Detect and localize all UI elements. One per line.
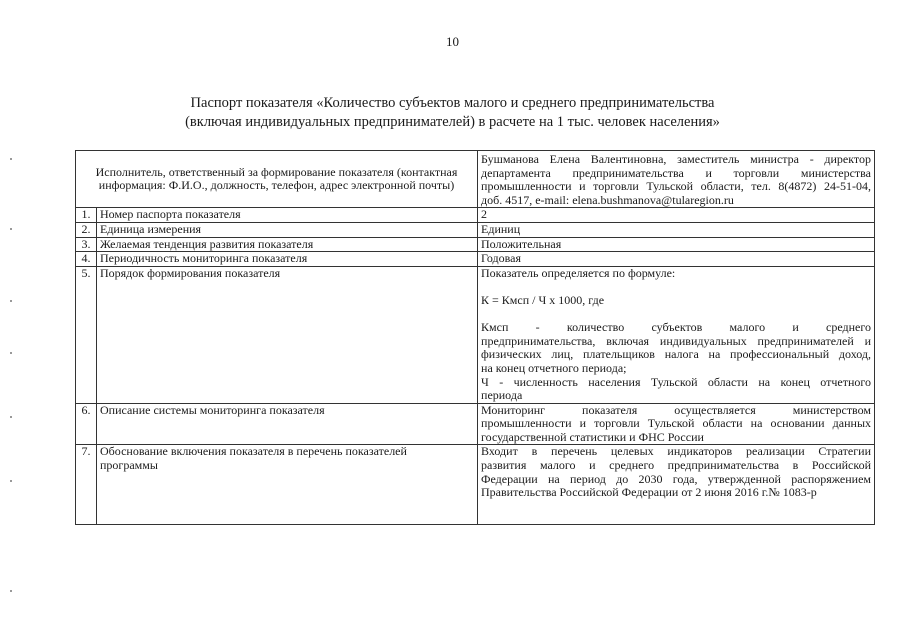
scan-mark xyxy=(10,416,12,418)
row-number: 1. xyxy=(76,208,97,223)
scan-mark xyxy=(10,352,12,354)
document-title xyxy=(0,94,905,132)
scan-mark xyxy=(10,228,12,230)
scan-mark xyxy=(10,300,12,302)
row-number: 6. xyxy=(76,403,97,445)
row-number: 3. xyxy=(76,237,97,252)
passport-table xyxy=(75,150,875,525)
scan-mark xyxy=(10,158,12,160)
row-number: 2. xyxy=(76,222,97,237)
row-value: 2 xyxy=(478,208,875,223)
scan-mark xyxy=(10,590,12,592)
table-row xyxy=(76,237,875,252)
row-label: Единица измерения xyxy=(97,222,478,237)
row-number: 4. xyxy=(76,252,97,267)
row-number: 7. xyxy=(76,445,97,524)
table-row-monitoring xyxy=(76,403,875,445)
table-row xyxy=(76,252,875,267)
table-row-justification xyxy=(76,445,875,524)
table-row-formula xyxy=(76,266,875,403)
row-label: Желаемая тенденция развития показателя xyxy=(97,237,478,252)
row-value: Входит в перечень целевых индикаторов реализации Стратегии развития малого и среднего предпринимательства в Российской Федерации на период до 2030 года, утвержденной распоряжением Правительства Российской Федерации от 2 июня 2016 г.№ 1083-р xyxy=(478,445,875,524)
formula-intro: Показатель определяется по формуле: xyxy=(481,265,676,280)
row-label: Обоснование включения показателя в перечень показателей программы xyxy=(97,445,478,524)
formula-description: Показатель определяется по формуле: К = Кмсп / Ч х 1000, где Кмсп - количество субъектов малого и среднего предпринимательства, включая индивидуальных предпринимателей и физических лиц, плательщиков налога на профессиональный доход, на конец отчетного периода; Ч - численность населения Тульской области на конец отчетного периода xyxy=(478,266,875,403)
row-value: Мониторинг показателя осуществляется министерством промышленности и торговли Тульской области на основании данных государственной статистики и ФНС России xyxy=(478,403,875,445)
row-value: Единиц xyxy=(478,222,875,237)
title-line-1: Паспорт показателя «Количество субъектов малого и среднего предпринимательства xyxy=(190,95,715,111)
table-row-responsible xyxy=(76,151,875,208)
row-label: Периодичность мониторинга показателя xyxy=(97,252,478,267)
formula: К = Кмсп / Ч х 1000, где xyxy=(481,292,605,307)
ch-definition: Ч - численность населения Тульской области на конец отчетного xyxy=(481,374,872,389)
page-number: 10 xyxy=(446,34,459,49)
scan-mark xyxy=(10,480,12,482)
row-label: Порядок формирования показателя xyxy=(97,266,478,403)
title-line-2: (включая индивидуальных предпринимателей) в расчете на 1 тыс. человек населения» xyxy=(185,114,720,130)
row-label: Описание системы мониторинга показателя xyxy=(97,403,478,445)
row-value: Годовая xyxy=(478,252,875,267)
table-row xyxy=(76,222,875,237)
responsible-value: Бушманова Елена Валентиновна, заместитель министра - директор департамента предпринимательства и торговли министерства промышленности и торговли Тульской области, тел. 8(4872) 24-51-04, доб. 4517, e-mail: elena.bushmanova@tularegion.ru xyxy=(478,151,875,208)
responsible-label: Исполнитель, ответственный за формирование показателя (контактная информация: Ф.И.О., должность, телефон, адрес электронной почты) xyxy=(76,151,478,208)
row-label: Номер паспорта показателя xyxy=(97,208,478,223)
row-value: Положительная xyxy=(478,237,875,252)
kmsp-definition: Кмсп - количество субъектов малого и среднего xyxy=(481,320,872,335)
table-row xyxy=(76,208,875,223)
row-number: 5. xyxy=(76,266,97,403)
